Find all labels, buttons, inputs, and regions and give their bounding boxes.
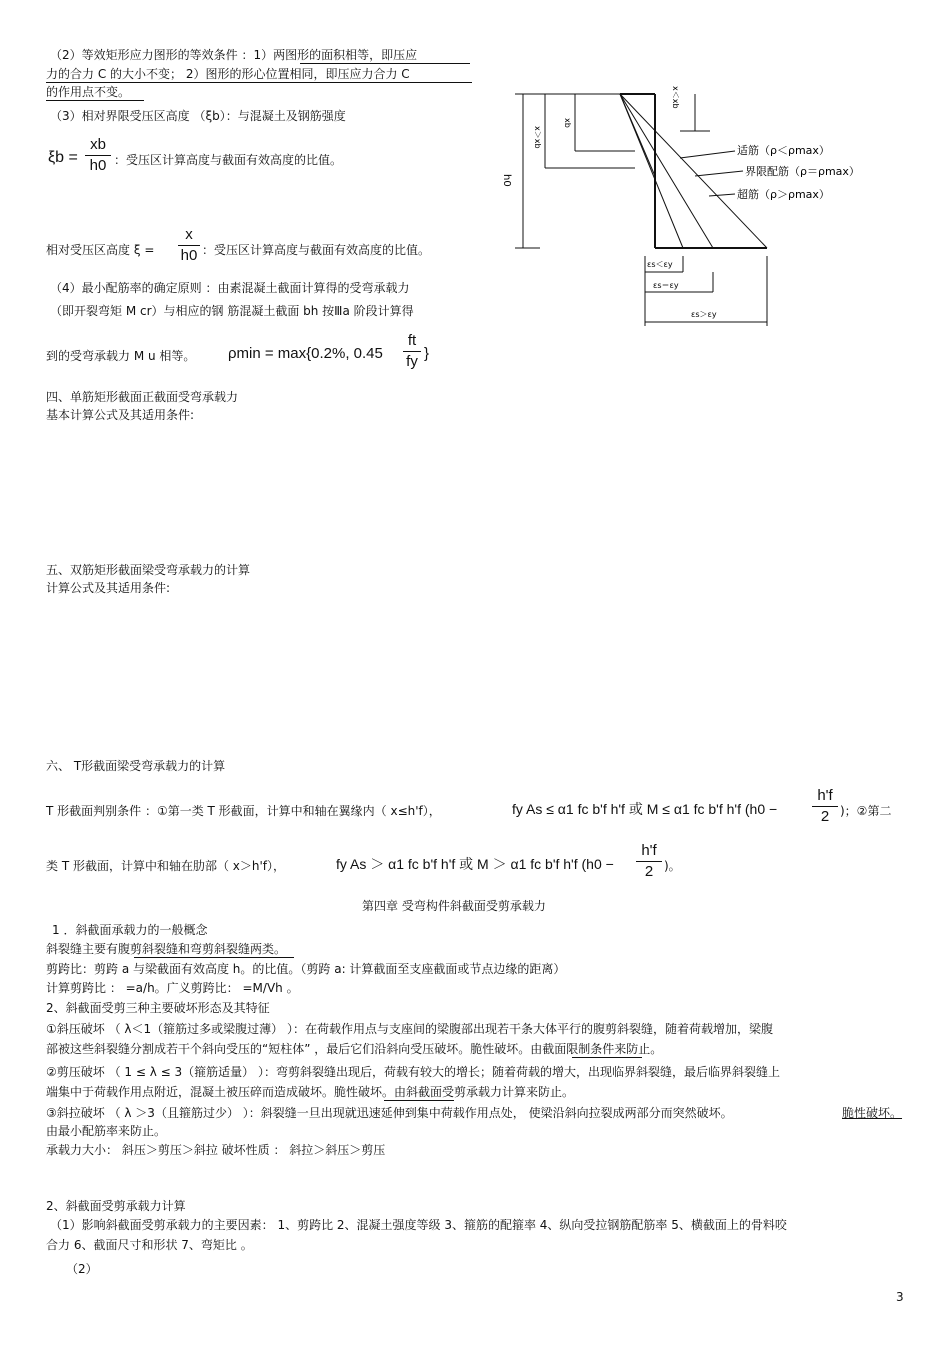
fraction-xb-h0: [85, 136, 111, 175]
text-line: 承载力大小： 斜压＞剪压＞斜拉 破坏性质 ： 斜拉＞斜压＞剪压: [46, 1143, 386, 1157]
text-line: T 形截面判别条件 ：①第一类 T 形截面，计算中和轴在翼缘内（ x≤h'f），: [46, 804, 441, 818]
formula-t2: fy As ＞ α1 fc b'f h'f 或 M ＞ α1 fc b'f h'f (h0 −: [336, 856, 614, 872]
label-shiyu: 适筋（ρ＜ρmax）: [737, 144, 830, 157]
text-line: （4）最小配筋率的确定原则 ：由素混凝土截面计算得的受弯承载力: [50, 281, 410, 295]
text-line: ①斜压破坏 （ λ＜1（箍筋过多或梁腹过薄） ）：在荷载作用点与支座间的梁腹部出现若干条大体平行的腹剪斜裂缝，随着荷载增加，梁腹: [46, 1022, 773, 1036]
text-line: （1）影响斜截面受剪承载力的主要因素： 1、剪跨比 2、混凝土强度等级 3、箍筋的配箍率 4、纵向受拉钢筋配筋率 5、横截面上的骨料咬: [50, 1218, 787, 1232]
label-x-greater-xb: x＜xb: [671, 86, 680, 109]
formula-prefix: ξb =: [48, 149, 78, 166]
formula-close: }: [424, 345, 430, 362]
underline: [300, 63, 470, 64]
underline: [384, 1100, 454, 1101]
text-line: ：受压区计算高度与截面有效高度的比值。: [114, 153, 343, 167]
label-strain-less: εs＜εy: [647, 260, 673, 269]
fraction-ft-fy: [403, 332, 421, 371]
text-line: 2、斜截面受剪三种主要破坏形态及其特征: [46, 1001, 270, 1015]
section-heading: 六、 T形截面梁受弯承载力的计算: [46, 759, 226, 773]
text-line: （即开裂弯矩 M cr）与相应的钢 筋混凝土截面 bh 按Ⅲa 阶段计算得: [50, 304, 414, 318]
stress-strain-figure: [495, 76, 915, 338]
text-line: （3）相对界限受压区高度 （ξb）：与混凝土及钢筋强度: [50, 109, 346, 123]
text-line: （2）: [66, 1262, 98, 1276]
formula-t1: fy As ≤ α1 fc b'f h'f 或 M ≤ α1 fc b'f h'f (h0 −: [512, 801, 778, 817]
text-line: 相对受压区高度 ξ =: [46, 243, 155, 257]
label-xb: xb: [563, 118, 572, 128]
fraction-bar: [403, 351, 421, 352]
section-heading: 四、单筋矩形截面正截面受弯承载力: [46, 390, 239, 404]
text-line: )。: [664, 859, 681, 873]
text-line: 的作用点不变。: [46, 85, 131, 99]
text-line: 端集中于荷载作用点附近，混凝土被压碎而造成破坏。脆性破坏。由斜截面受剪承载力计算来防止。: [46, 1085, 575, 1099]
label-strain-greater: εs＞εy: [691, 310, 717, 319]
underline: [46, 82, 472, 83]
page-number: 3: [896, 1290, 904, 1304]
label-chao: 超筋（ρ＞ρmax）: [737, 188, 830, 201]
underline: [572, 1057, 642, 1058]
text-line: 类 T 形截面，计算中和轴在肋部（ x＞h'f），: [46, 859, 286, 873]
numerator: ft: [407, 332, 417, 349]
text-line: 斜裂缝主要有腹剪斜裂缝和弯剪斜裂缝两类。: [46, 942, 287, 956]
underline: [134, 957, 294, 958]
text-line: ②剪压破坏 （ 1 ≤ λ ≤ 3（箍筋适量） ）：弯剪斜裂缝出现后，荷载有较大的增长；随着荷载的增大，出现临界斜裂缝，最后临界斜裂缝上: [46, 1065, 780, 1079]
fraction-bar: [85, 155, 111, 156]
underline: [46, 100, 144, 101]
fraction-bar: [178, 245, 200, 246]
denominator: h0: [89, 157, 107, 174]
denominator: fy: [406, 353, 418, 370]
fraction-bar: [636, 861, 662, 862]
section-heading: 五、双筋矩形截面梁受弯承载力的计算: [46, 563, 251, 577]
label-strain-equal: εs＝εy: [653, 281, 679, 290]
label-jiexian: 界限配筋（ρ＝ρmax）: [745, 165, 860, 178]
label-h0: h0: [501, 174, 512, 187]
fraction-hf-2: [636, 842, 662, 881]
fraction-bar: [812, 806, 838, 807]
text-line: ：受压区计算高度与截面有效高度的比值。: [202, 243, 431, 257]
fraction-x-h0: [178, 226, 200, 265]
text-line: 合力 6、截面尺寸和形状 7、弯矩比 。: [46, 1238, 253, 1252]
text-line: （2）等效矩形应力图形的等效条件 ：1）两图形的面积相等，即压应: [50, 48, 418, 62]
text-emphasis: 脆性破坏。: [842, 1106, 903, 1120]
denominator: 2: [820, 808, 830, 825]
label-x-less-xb: x＞xb: [533, 126, 542, 149]
text-line: 计算公式及其适用条件:: [46, 581, 171, 595]
numerator: h'f: [817, 787, 833, 804]
text-line: ③斜拉破坏 （ λ ＞3（且箍筋过少） ）：斜裂缝一旦出现就迅速延伸到集中荷载作用点处， 使梁沿斜向拉裂成两部分而突然破坏。: [46, 1106, 733, 1120]
text-line: 基本计算公式及其适用条件:: [46, 408, 195, 422]
chapter-title: 第四章 受弯构件斜截面受剪承载力: [362, 899, 546, 913]
fraction-hf-2: [812, 787, 838, 826]
text-line: )；②第二: [840, 804, 892, 818]
numerator: xb: [90, 136, 106, 153]
text-line: 剪跨比：剪跨 a 与梁截面有效高度 h。的比值。（剪跨 a: 计算截面至支座截面或节点边缘的距离）: [46, 962, 566, 976]
text-line: 到的受弯承载力 M u 相等。: [46, 349, 196, 363]
text-line: 计算剪跨比 ： =a/h。广义剪跨比： =M/Vh 。: [46, 981, 299, 995]
denominator: h0: [180, 247, 198, 264]
text-line: 力的合力 C 的大小不变； 2）图形的形心位置相同，即压应力合力 C: [46, 67, 410, 81]
section-heading: 2、斜截面受剪承载力计算: [46, 1199, 186, 1213]
numerator: x: [185, 226, 193, 243]
text-line: 由最小配筋率来防止。: [46, 1124, 167, 1138]
numerator: h'f: [641, 842, 657, 859]
denominator: 2: [644, 863, 654, 880]
formula-rho-min: ρmin = max{0.2%, 0.45: [228, 345, 383, 362]
text-line: 部被这些斜裂缝分割成若干个斜向受压的“短柱体” ，最后它们沿斜向受压破坏。脆性破坏。由截面限制条件来防止。: [46, 1042, 663, 1056]
text-line: 1 ．斜截面承载力的一般概念: [52, 923, 208, 937]
